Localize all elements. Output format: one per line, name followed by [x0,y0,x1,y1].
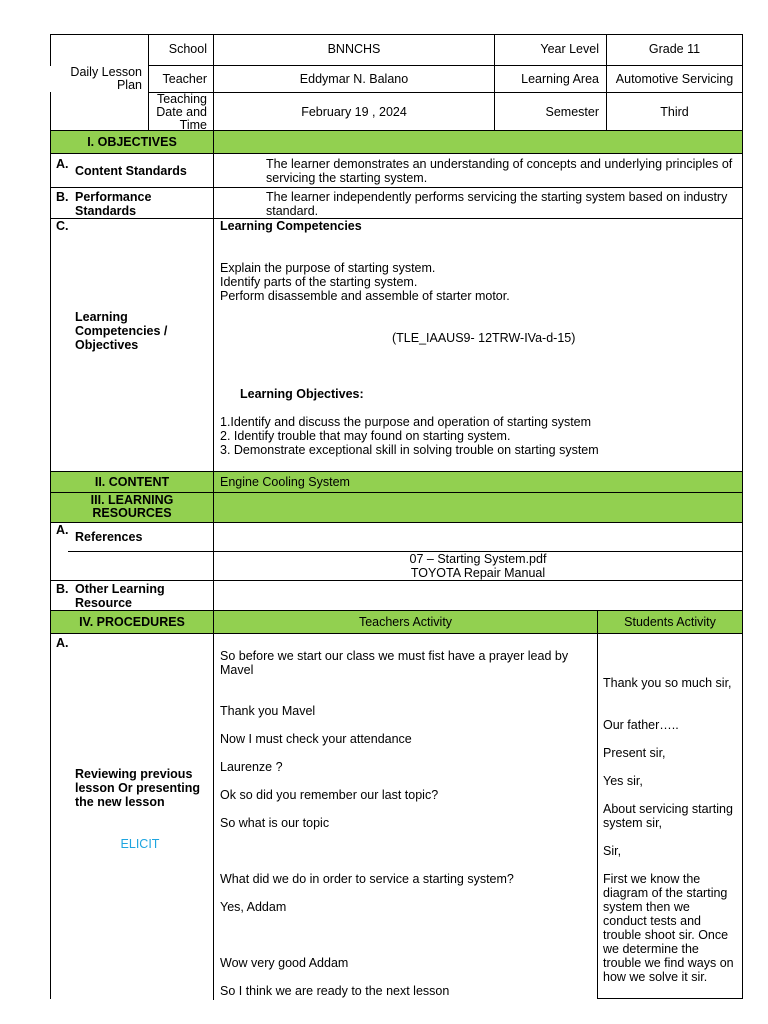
content-standards-text: The learner demonstrates an understanding of concepts and underlying principles of servicing the starting system. [266,157,733,185]
teacher-line: So before we start our class we must fist have a prayer lead by Mavel [220,649,569,677]
teacher-line: So what is our topic [220,816,330,830]
competency-item: Explain the purpose of starting system. [220,261,436,275]
school-value: BNNCHS [327,42,381,56]
semester-value: Third [660,105,689,119]
resources-b-letter: B. [56,582,69,596]
content-heading: II. CONTENT [94,475,170,489]
student-line: Thank you so much sir, [603,676,732,690]
teacher-line: What did we do in order to service a starting system? [220,872,514,886]
students-activity-heading: Students Activity [624,615,716,629]
resources-heading: III. LEARNING RESOURCES [90,493,174,520]
teacher-line: Now I must check your attendance [220,732,412,746]
date-value: February 19 , 2024 [301,105,407,119]
c-letter: C. [56,219,69,233]
elicit-tag: ELICIT [120,837,160,851]
plan-label: Daily Lesson Plan [70,65,142,92]
teacher-line: Thank you Mavel [220,704,316,718]
student-line: Our father….. [603,718,679,732]
resources-a-letter: A. [56,523,69,537]
date-label: Teaching Date and Time [156,92,207,132]
student-line: About servicing starting system sir, [603,802,733,830]
lo-heading: Learning Objectives: [240,387,364,401]
teachers-activity-heading: Teachers Activity [358,615,453,629]
step-label: Reviewing previous lesson Or presenting the new lesson [75,767,201,809]
content-standards-label: Content Standards [75,164,187,178]
teacher-label: Teacher [162,72,207,86]
learning-area-value: Automotive Servicing [615,72,734,86]
procedures-heading: IV. PROCEDURES [79,615,185,629]
year-level-label: Year Level [540,42,599,56]
performance-standards-text: The learner independently performs servicing the starting system based on industry standard. [266,190,728,218]
learning-area-label: Learning Area [521,72,599,86]
teacher-line: Ok so did you remember our last topic? [220,788,439,802]
objective-item: 2. Identify trouble that may found on starting system. [220,429,511,443]
other-resource-label: Other Learning Resource [75,582,165,610]
performance-standards-label: Performance Standards [75,190,152,218]
teacher-line: Laurenze ? [220,760,283,774]
a-letter: A. [56,157,69,171]
school-label: School [168,42,207,56]
semester-label: Semester [545,105,599,119]
competency-item: Perform disassemble and assemble of starter motor. [220,289,510,303]
year-level-value: Grade 11 [648,42,701,56]
lc-label: Learning Competencies / Objectives [75,310,168,352]
references-label: References [75,530,143,544]
lc-heading: Learning Competencies [220,219,362,233]
procedures-a-letter: A. [56,636,69,650]
b-letter: B. [56,190,69,204]
objective-item: 3. Demonstrate exceptional skill in solving trouble on starting system [220,443,599,457]
reference-line: TOYOTA Repair Manual [410,566,546,580]
student-line: Yes sir, [603,774,643,788]
teacher-line: So I think we are ready to the next lesson [220,984,450,998]
lc-code: (TLE_IAAUS9- 12TRW-IVa-d-15) [392,331,576,345]
competency-item: Identify parts of the starting system. [220,275,418,289]
student-line: Present sir, [603,746,666,760]
reference-line: 07 – Starting System.pdf [409,552,547,566]
objectives-heading: I. OBJECTIVES [87,135,177,149]
student-line: Sir, [603,844,622,858]
teacher-value: Eddymar N. Balano [299,72,409,86]
objective-item: 1.Identify and discuss the purpose and operation of starting system [220,415,592,429]
teacher-line: Yes, Addam [220,900,287,914]
teacher-line: Wow very good Addam [220,956,349,970]
content-value: Engine Cooling System [220,475,350,489]
student-line: First we know the diagram of the starting system then we conduct tests and trouble shoot sir. Once we determine the trouble we find ways on how we solve it sir. [603,872,734,984]
